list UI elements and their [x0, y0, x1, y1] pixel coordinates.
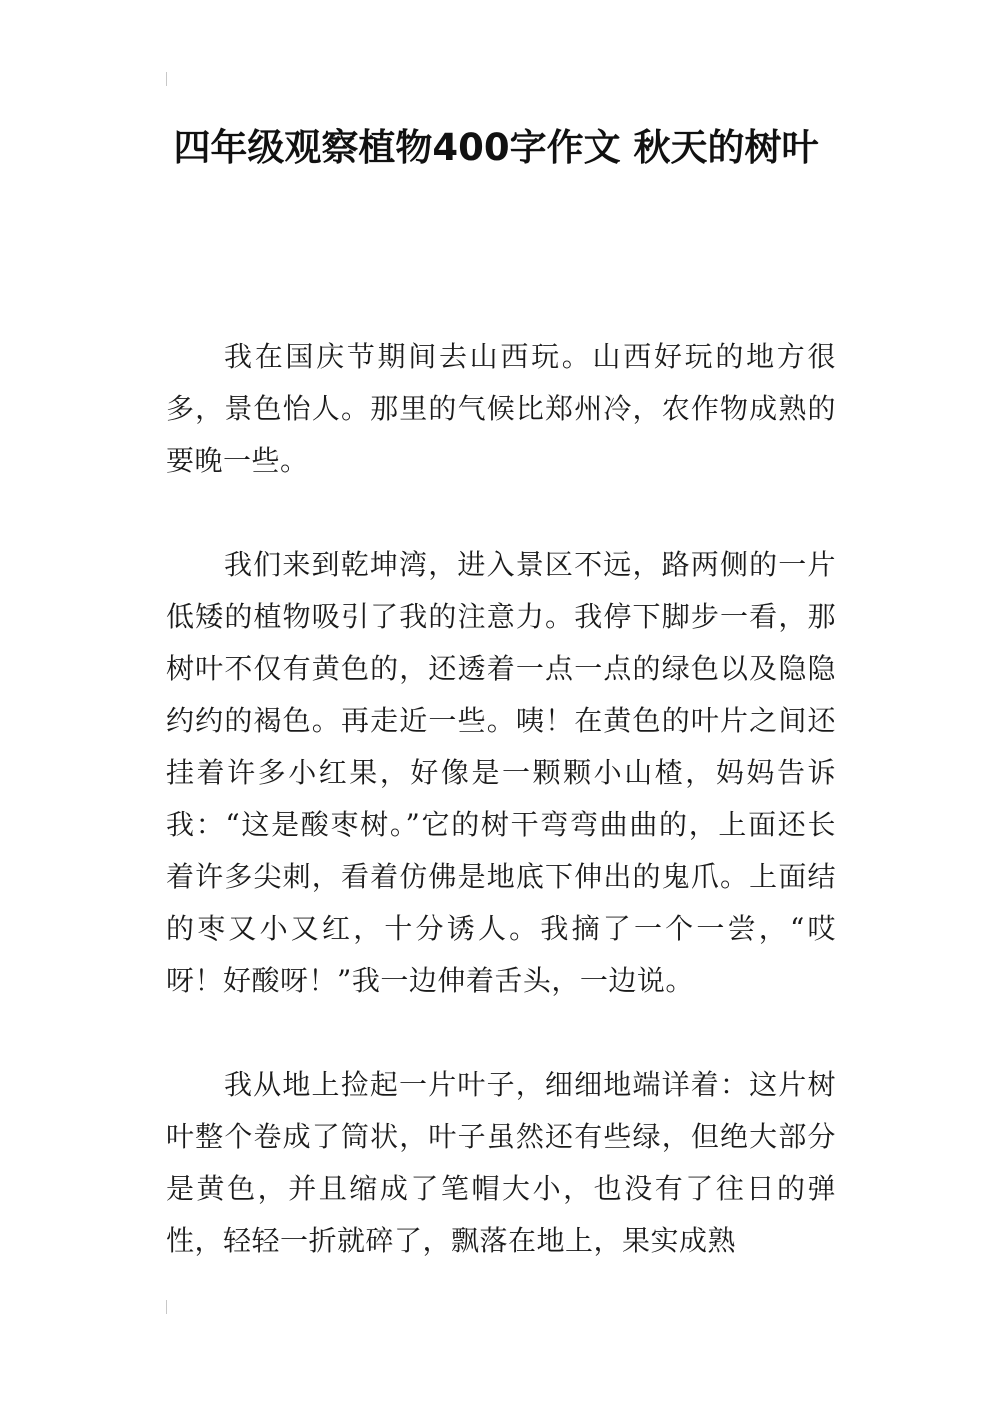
- paragraph-3: 我从地上捡起一片叶子，细细地端详着：这片树叶整个卷成了筒状，叶子虽然还有些绿，但绝大部分是黄色，并且缩成了笔帽大小，也没有了往日的弹性，轻轻一折就碎了，飘落在地上，果实成熟: [166, 1068, 836, 1257]
- page-corner-mark-top: [166, 72, 167, 86]
- document-title: 四年级观察植物400字作文 秋天的树叶: [173, 126, 819, 169]
- document-body: [166, 331, 836, 1319]
- paragraph-1: 我在国庆节期间去山西玩。山西好玩的地方很多，景色怡人。那里的气候比郑州冷，农作物成熟的要晚一些。: [166, 340, 836, 477]
- paragraph-2: 我们来到乾坤湾，进入景区不远，路两侧的一片低矮的植物吸引了我的注意力。我停下脚步一看，那树叶不仅有黄色的，还透着一点一点的绿色以及隐隐约约的褐色。再走近一些。咦！在黄色的叶片之间还挂着许多小红果，好像是一颗颗小山楂，妈妈告诉我：“这是酸枣树。”它的树干弯弯曲曲的，上面还长着许多尖刺，看着仿佛是地底下伸出的鬼爪。上面结的枣又小又红，十分诱人。我摘了一个一尝，“哎呀！好酸呀！”我一边伸着舌头，一边说。: [166, 548, 836, 997]
